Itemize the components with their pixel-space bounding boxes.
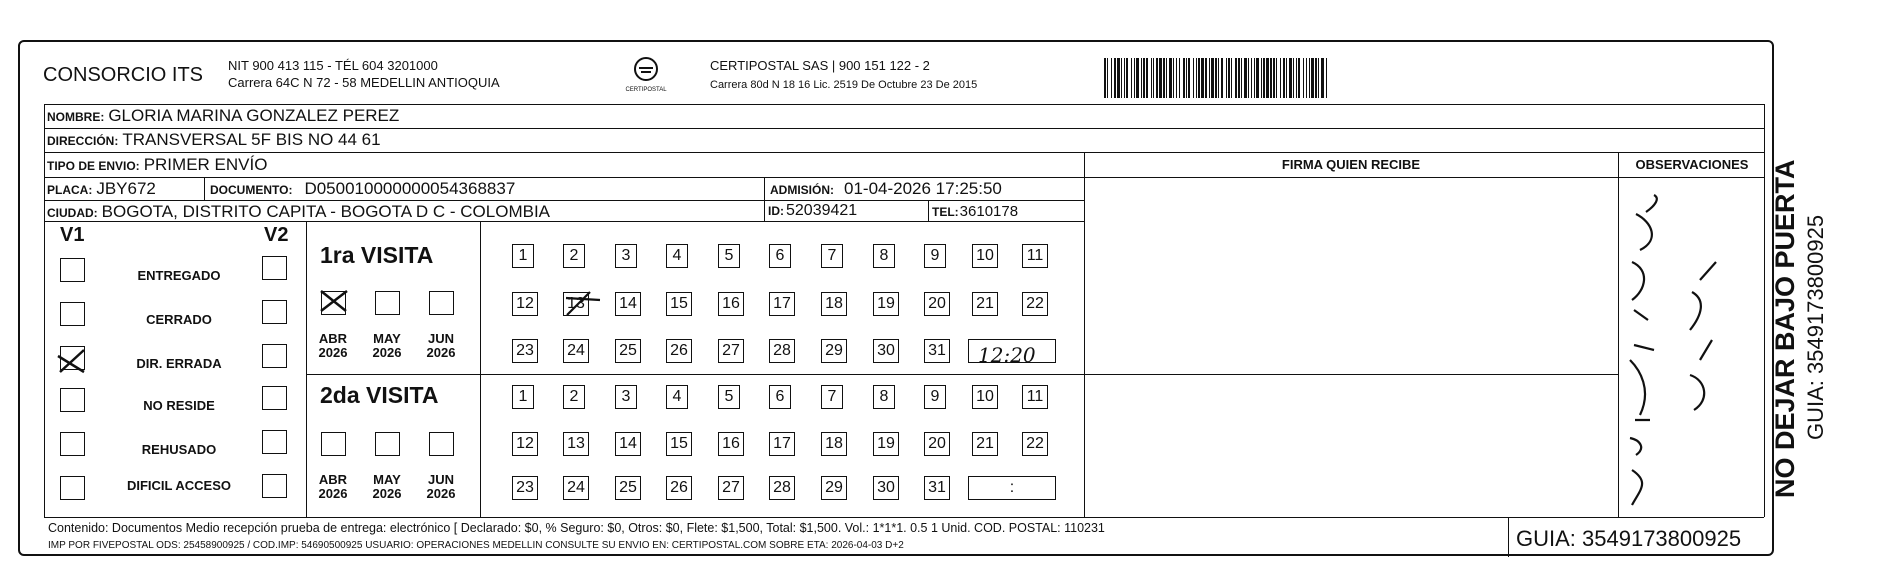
- shipment-type: PRIMER ENVÍO: [143, 155, 268, 174]
- month-year: 2026: [372, 345, 402, 360]
- month-name: ABR: [318, 331, 348, 346]
- name-label: NOMBRE:: [47, 110, 105, 124]
- day-box[interactable]: 6: [769, 385, 791, 409]
- status-label: REHUSADO: [141, 442, 217, 457]
- month-year: 2026: [426, 486, 456, 501]
- day-box[interactable]: 9: [924, 244, 946, 268]
- footer-imp: IMP POR FIVEPOSTAL ODS: 25458900925 / COD.IMP: 54690500925 USUARIO: OPERACIONES MEDELLIN CONSULTE SU ENVIO EN: CERTIPOSTAL.COM SOBRE ETA: 2026-04-03 D+2: [48, 540, 904, 551]
- company-nit: NIT 900 413 115 - TÉL 604 3201000: [228, 58, 438, 73]
- day-box[interactable]: 26: [666, 339, 692, 363]
- day-box[interactable]: 31: [924, 339, 950, 363]
- day-box[interactable]: 31: [924, 476, 950, 500]
- day-box[interactable]: 12: [512, 432, 538, 456]
- plate-label: PLACA:: [47, 183, 93, 197]
- day-box[interactable]: 10: [972, 385, 998, 409]
- footer-content: Contenido: Documentos Medio recepción prueba de entrega: electrónico [ Declarado: $0, % Seguro: $0, Otros: $0, Flete: $1,500, Total: $1,500. Vol.: 1*1*1. 0.5 1 Unid. COD. POSTAL: 110231: [48, 521, 1105, 535]
- day-box[interactable]: 7: [821, 385, 843, 409]
- observation-scribble-2: [1690, 262, 1716, 410]
- day-box[interactable]: 3: [615, 385, 637, 409]
- visit1-title: 1ra VISITA: [320, 242, 434, 268]
- month-name: MAY: [373, 331, 401, 346]
- day-box[interactable]: 24: [563, 476, 589, 500]
- day-box[interactable]: 13: [563, 432, 589, 456]
- day-box[interactable]: 18: [821, 292, 847, 316]
- day-box[interactable]: 8: [873, 385, 895, 409]
- admission-label: ADMISIÓN:: [770, 183, 834, 197]
- day-box[interactable]: 11: [1022, 244, 1048, 268]
- address-label: DIRECCIÓN:: [47, 134, 119, 148]
- day-box[interactable]: 22: [1022, 292, 1048, 316]
- day-box[interactable]: 13: [563, 292, 589, 316]
- time-box[interactable]: :: [968, 476, 1056, 500]
- day-box[interactable]: 6: [769, 244, 791, 268]
- observation-scribble-1: [1630, 195, 1657, 505]
- day-box[interactable]: 4: [666, 385, 688, 409]
- admission-value: 01-04-2026 17:25:50: [844, 179, 1002, 198]
- status-label: NO RESIDE: [143, 398, 215, 413]
- recipient-name: GLORIA MARINA GONZALEZ PEREZ: [108, 106, 400, 125]
- checkmark-abr: [321, 291, 347, 311]
- type-label: TIPO DE ENVIO:: [47, 159, 140, 173]
- day-box[interactable]: 11: [1022, 385, 1048, 409]
- month-year: 2026: [318, 345, 348, 360]
- month-name: JUN: [427, 331, 454, 346]
- company-name: CONSORCIO ITS: [43, 64, 204, 86]
- day-box[interactable]: 2: [563, 385, 585, 409]
- id-label: ID:: [768, 204, 784, 218]
- plate-value: JBY672: [96, 179, 156, 198]
- day-box[interactable]: 17: [769, 292, 795, 316]
- day-box[interactable]: 15: [666, 292, 692, 316]
- day-box[interactable]: 8: [873, 244, 895, 268]
- day-box[interactable]: 5: [718, 244, 740, 268]
- month-year: 2026: [426, 345, 456, 360]
- day-box[interactable]: 1: [512, 385, 534, 409]
- day-box[interactable]: 21: [972, 432, 998, 456]
- month-name: ABR: [318, 472, 348, 487]
- day-box[interactable]: 30: [873, 476, 899, 500]
- side-warning: NO DEJAR BAJO PUERTA: [1770, 159, 1800, 498]
- day-box[interactable]: 30: [873, 339, 899, 363]
- logo-text: CERTIPOSTAL: [625, 87, 667, 93]
- observations-header: OBSERVACIONES: [1635, 157, 1749, 172]
- day-box[interactable]: 19: [873, 292, 899, 316]
- day-box[interactable]: 4: [666, 244, 688, 268]
- month-name: MAY: [373, 472, 401, 487]
- checkmark-dir-errada: [58, 350, 84, 372]
- status-label: DIFICIL ACCESO: [126, 478, 231, 493]
- day-box[interactable]: 15: [666, 432, 692, 456]
- city-label: CIUDAD:: [47, 206, 98, 220]
- day-box[interactable]: 5: [718, 385, 740, 409]
- company-address: Carrera 64C N 72 - 58 MEDELLIN ANTIOQUIA: [228, 75, 500, 90]
- day-box[interactable]: 29: [821, 339, 847, 363]
- day-box[interactable]: 16: [718, 432, 744, 456]
- day-box[interactable]: 18: [821, 432, 847, 456]
- month-year: 2026: [372, 486, 402, 501]
- month-name: JUN: [427, 472, 454, 487]
- day-box[interactable]: 19: [873, 432, 899, 456]
- day-box[interactable]: 14: [615, 432, 641, 456]
- document-value: D050010000000054368837: [304, 179, 516, 198]
- day-box[interactable]: 17: [769, 432, 795, 456]
- month-year: 2026: [318, 486, 348, 501]
- day-box[interactable]: 28: [769, 476, 795, 500]
- handwritten-time: 12:20: [978, 343, 1036, 367]
- day-box[interactable]: 7: [821, 244, 843, 268]
- footer-guia: GUIA: 3549173800925: [1516, 526, 1742, 551]
- signature-header: FIRMA QUIEN RECIBE: [1281, 157, 1421, 172]
- mark-day-13: [566, 292, 600, 315]
- v2-header: V2: [264, 224, 289, 246]
- city-value: BOGOTA, DISTRITO CAPITA - BOGOTA D C - COLOMBIA: [101, 202, 551, 221]
- tel-label: TEL:: [932, 205, 959, 219]
- day-box[interactable]: 21: [972, 292, 998, 316]
- day-box[interactable]: 2: [563, 244, 585, 268]
- recipient-address: TRANSVERSAL 5F BIS NO 44 61: [122, 130, 381, 149]
- day-box[interactable]: 27: [718, 476, 744, 500]
- day-box[interactable]: 20: [924, 292, 950, 316]
- day-box[interactable]: 24: [563, 339, 589, 363]
- day-box[interactable]: 20: [924, 432, 950, 456]
- day-box[interactable]: 22: [1022, 432, 1048, 456]
- carrier-address: Carrera 80d N 18 16 Lic. 2519 De Octubre 23 De 2015: [710, 79, 978, 91]
- document-label: DOCUMENTO:: [210, 183, 293, 197]
- day-box[interactable]: 16: [718, 292, 744, 316]
- visit2-title: 2da VISITA: [320, 382, 439, 408]
- day-box[interactable]: 23: [512, 339, 538, 363]
- day-box[interactable]: 12: [512, 292, 538, 316]
- day-box[interactable]: 27: [718, 339, 744, 363]
- status-label: DIR. ERRADA: [136, 356, 222, 371]
- tel-value: 3610178: [959, 203, 1019, 220]
- day-box[interactable]: 25: [615, 339, 641, 363]
- day-box[interactable]: 14: [615, 292, 641, 316]
- id-value: 52039421: [786, 202, 858, 219]
- day-box[interactable]: 23: [512, 476, 538, 500]
- day-box[interactable]: 26: [666, 476, 692, 500]
- status-label: CERRADO: [146, 312, 212, 327]
- v1-header: V1: [60, 224, 85, 246]
- day-box[interactable]: 29: [821, 476, 847, 500]
- day-box[interactable]: 10: [972, 244, 998, 268]
- day-box[interactable]: 28: [769, 339, 795, 363]
- status-label: ENTREGADO: [137, 268, 221, 283]
- carrier-name: CERTIPOSTAL SAS | 900 151 122 - 2: [710, 58, 930, 73]
- day-box[interactable]: 9: [924, 385, 946, 409]
- day-box[interactable]: 1: [512, 244, 534, 268]
- day-box[interactable]: 3: [615, 244, 637, 268]
- day-box[interactable]: 25: [615, 476, 641, 500]
- side-guia: GUIA: 3549173800925: [1803, 214, 1828, 440]
